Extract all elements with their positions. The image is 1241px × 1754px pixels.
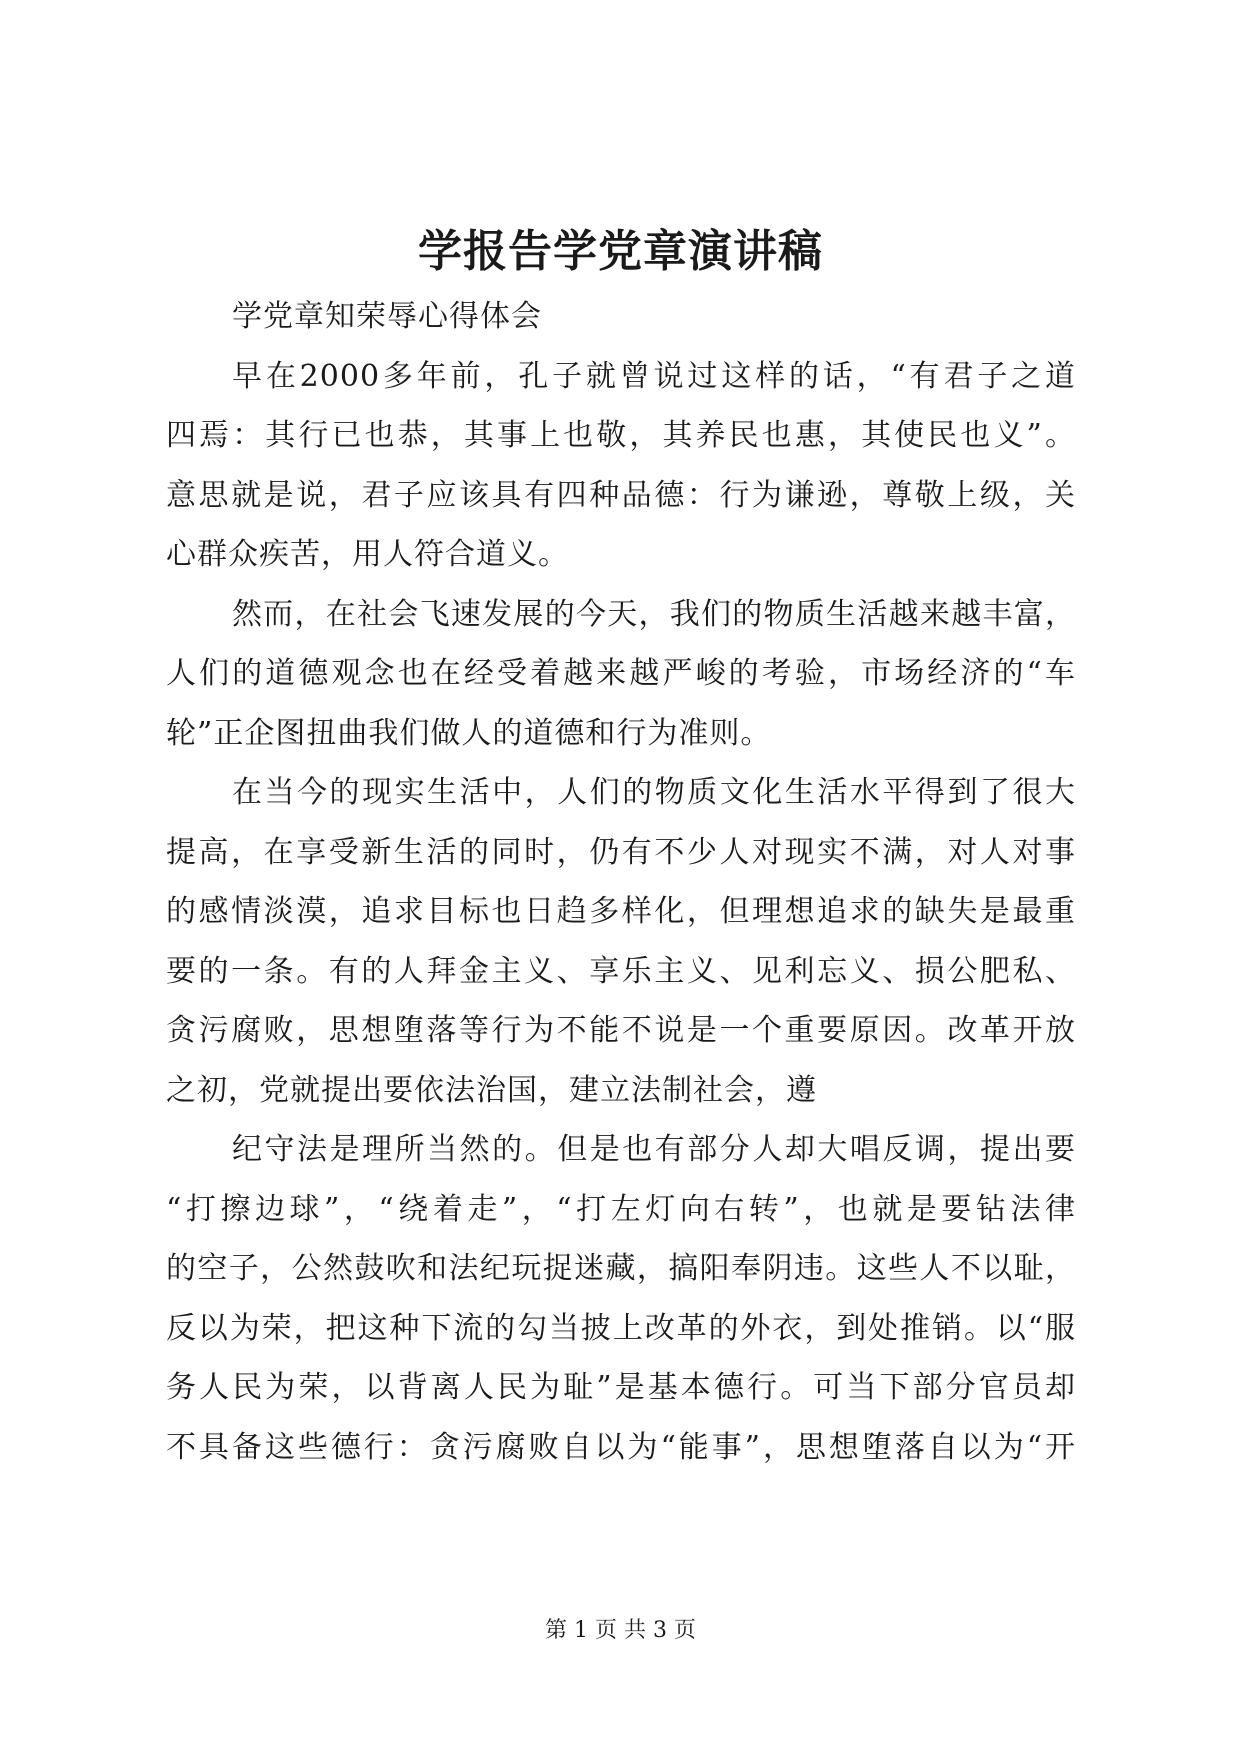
paragraph-line: “打擦边球”，“绕着走”，“打左灯向右转”，也就是要钻法律	[166, 1191, 1076, 1227]
paragraph-line: 的空子，公然鼓吹和法纪玩捉迷藏，搞阳奉阴违。这些人不以耻，	[166, 1251, 1076, 1286]
paragraph-line: 的感情淡漠，追求目标也日趋多样化，但理想追求的缺失是最重	[166, 894, 1076, 929]
paragraph-line: 提高，在享受新生活的同时，仍有不少人对现实不满，对人对事	[166, 834, 1076, 870]
paragraph-line: 要的一条。有的人拜金主义、享乐主义、见利忘义、损公肥私、	[166, 953, 1076, 989]
document-body	[166, 287, 1076, 1477]
paragraph-line: 轮”正企图扭曲我们做人的道德和行为准则。	[166, 715, 772, 751]
subtitle-line: 学党章知荣辱心得体会	[232, 299, 542, 334]
paragraph-line: 之初，党就提出要依法治国，建立法制社会，遵	[166, 1072, 817, 1108]
paragraph-line: 在当今的现实生活中，人们的物质文化生活水平得到了很大	[232, 775, 1076, 810]
paragraph-line: 人们的道德观念也在经受着越来越严峻的考验，市场经济的“车	[166, 656, 1076, 691]
paragraph-line: 务人民为荣，以背离人民为耻”是基本德行。可当下部分官员却	[166, 1370, 1076, 1405]
paragraph-line: 心群众疾苦，用人符合道义。	[166, 537, 569, 572]
page-footer: 第 1 页 共 3 页	[545, 1618, 696, 1643]
paragraph-line: 不具备这些德行：贪污腐败自以为“能事”，思想堕落自以为“开	[166, 1429, 1076, 1465]
paragraph-line: 纪守法是理所当然的。但是也有部分人却大唱反调，提出要	[232, 1132, 1076, 1167]
paragraph-line: 反以为荣，把这种下流的勾当披上改革的外衣，到处推销。以“服	[166, 1310, 1076, 1346]
paragraph-line: 早在2000多年前，孔子就曾说过这样的话，“有君子之道	[232, 358, 1076, 394]
paragraph-line: 贪污腐败，思想堕落等行为不能不说是一个重要原因。改革开放	[166, 1013, 1076, 1048]
paragraph-line: 四焉：其行已也恭，其事上也敬，其养民也惠，其使民也义”。	[166, 418, 1076, 453]
paragraph-line: 意思就是说，君子应该具有四种品德：行为谦逊，尊敬上级，关	[166, 477, 1076, 513]
paragraph-line: 然而，在社会飞速发展的今天，我们的物质生活越来越丰富，	[232, 596, 1076, 632]
document-title: 学报告学党章演讲稿	[418, 226, 823, 277]
